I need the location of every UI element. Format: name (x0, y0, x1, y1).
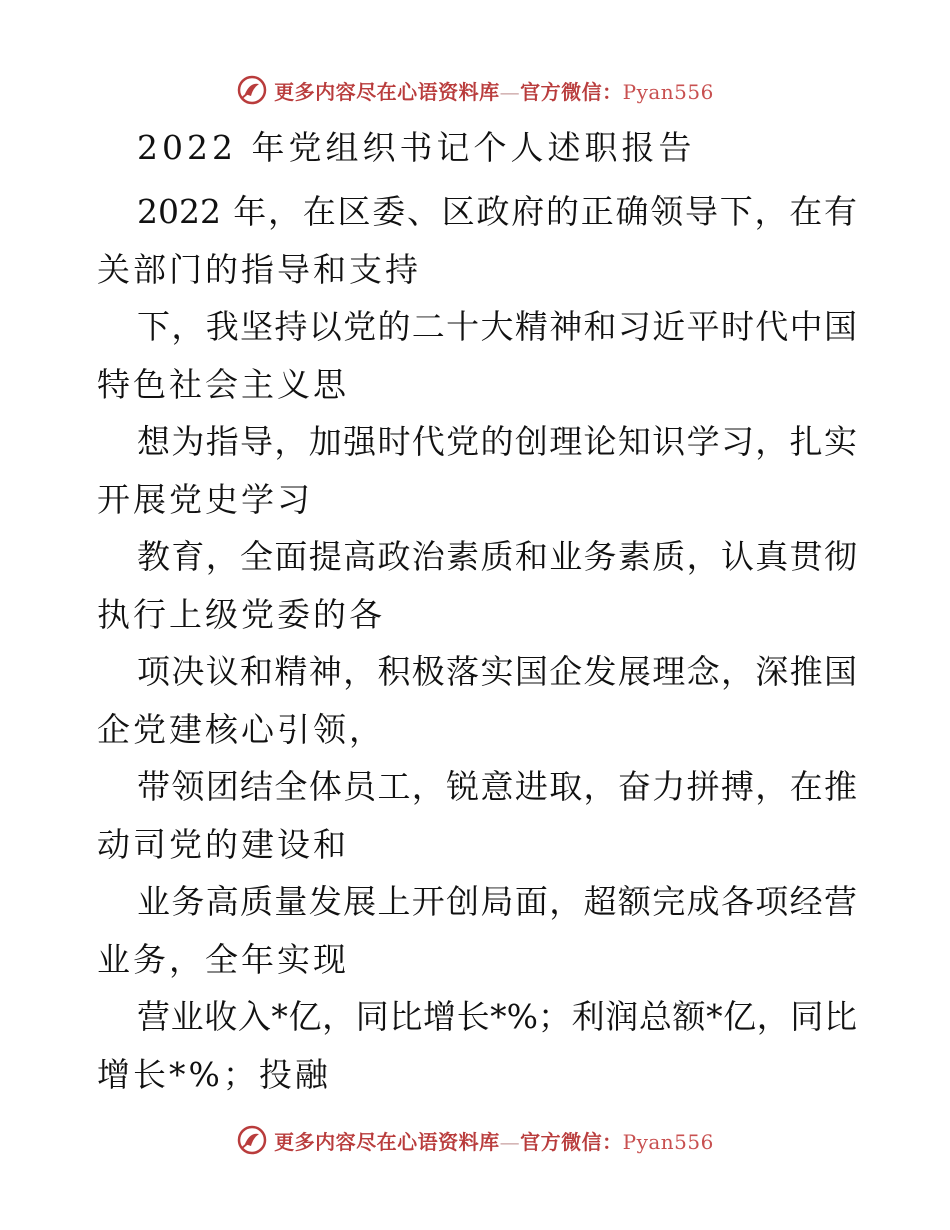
watermark-label: 官方微信： (520, 79, 623, 104)
paragraph-line: 带领团结全体员工，锐意进取，奋力拼搏，在推 (137, 767, 857, 806)
watermark-dash: — (499, 1129, 521, 1154)
paragraph-line: 营业收入*亿，同比增长*%；利润总额*亿，同比 (137, 997, 857, 1036)
paragraph-line: 增长*%；投融 (97, 1055, 331, 1094)
paragraph-line: 开展党史学习 (97, 480, 313, 519)
paragraph-line: 下，我坚持以党的二十大精神和习近平时代中国 (137, 307, 857, 346)
brand-logo-icon (236, 74, 268, 106)
paragraph-line: 业务高质量发展上开创局面，超额完成各项经营 (137, 882, 857, 921)
watermark-label: 官方微信： (520, 1129, 623, 1154)
paragraph-line: 想为指导，加强时代党的创理论知识学习，扎实 (137, 422, 857, 461)
watermark-brand: 更多内容尽在心语资料库 (274, 79, 500, 104)
paragraph-line: 动司党的建设和 (97, 825, 349, 864)
paragraph-8 (97, 988, 857, 1104)
watermark-dash: — (499, 79, 521, 104)
document-title: 2022 年党组织书记个人述职报告 (137, 128, 696, 167)
paragraph-line: 企党建核心引领， (97, 710, 385, 749)
watermark-account: Pyan556 (622, 1129, 714, 1154)
watermark-brand: 更多内容尽在心语资料库 (274, 1129, 500, 1154)
paragraph-5 (97, 643, 857, 759)
paragraph-line: 执行上级党委的各 (97, 595, 385, 634)
paragraph-2 (97, 298, 857, 414)
paragraph-line: 项决议和精神，积极落实国企发展理念，深推国 (137, 652, 857, 691)
watermark-account: Pyan556 (622, 79, 714, 104)
paragraph-line: 关部门的指导和支持 (97, 250, 421, 289)
brand-logo-icon (236, 1124, 268, 1156)
header-watermark (0, 70, 950, 110)
paragraph-line: 特色社会主义思 (97, 365, 349, 404)
paragraph-line: 2022 年，在区委、区政府的正确领导下，在有 (137, 192, 857, 231)
paragraph-line: 业务，全年实现 (97, 940, 349, 979)
paragraph-line: 教育，全面提高政治素质和业务素质，认真贯彻 (137, 537, 857, 576)
paragraph-7 (97, 873, 857, 989)
paragraph-4 (97, 528, 857, 644)
paragraph-3 (97, 413, 857, 529)
paragraph-1 (97, 183, 857, 299)
footer-watermark (0, 1120, 950, 1160)
paragraph-6 (97, 758, 857, 874)
